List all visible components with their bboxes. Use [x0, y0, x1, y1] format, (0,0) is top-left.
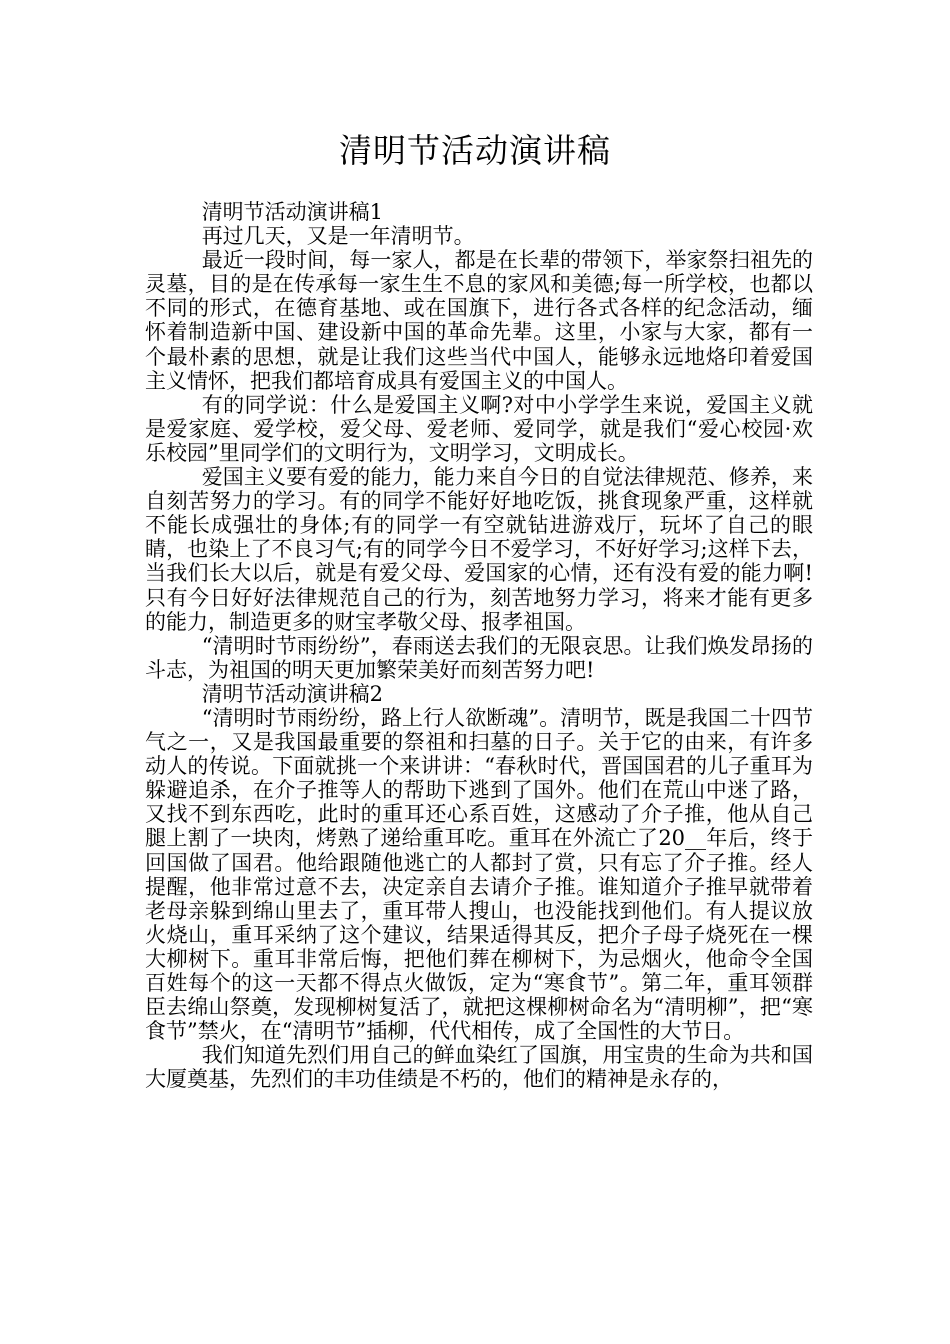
paragraph: 我们知道先烈们用自己的鲜血染红了国旗，用宝贵的生命为共和国大厦奠基，先烈们的丰功佳绩是不朽的，他们的精神是永存的， — [145, 1043, 813, 1092]
paragraph: 最近一段时间，每一家人，都是在长辈的带领下，举家祭扫祖先的灵墓，目的是在传承每一家生生不息的家风和美德;每一所学校，也都以不同的形式，在德育基地、或在国旗下，进行各式各样的纪念活动，缅怀着制造新中国、建设新中国的革命先辈。这里，小家与大家，都有一个最朴素的思想，就是让我们这些当代中国人，能够永远地烙印着爱国主义情怀，把我们都培育成具有爱国主义的中国人。 — [145, 248, 813, 393]
section-heading-1: 清明节活动演讲稿1 — [201, 200, 384, 224]
section-heading-2: 清明节活动演讲稿2 — [201, 681, 384, 706]
paragraph: 有的同学说：什么是爱国主义啊?对中小学学生来说，爱国主义就是爱家庭、爱学校，爱父母、爱老师、爱同学，就是我们“爱心校园·欢乐校园”里同学们的文明行为，文明学习，文明成长。 — [145, 392, 813, 465]
paragraph: “清明时节雨纷纷，路上行人欲断魂”。清明节，既是我国二十四节气之一，又是我国最重要的祭祖和扫墓的日子。关于它的由来，有许多动人的传说。下面就挑一个来讲讲：“春秋时代，晋国国君的儿子重耳为躲避追杀，在介子推等人的帮助下逃到了国外。他们在荒山中迷了路，又找不到东西吃，此时的重耳还心系百姓，这感动了介子推，他从自己腿上割了一块肉，烤熟了递给重耳吃。重耳在外流亡了20__年后，终于回国做了国君。他给跟随他逃亡的人都封了赏，只有忘了介子推。经人提醒，他非常过意不去，决定亲自去请介子推。谁知道介子推早就带着老母亲躲到绵山里去了，重耳带人搜山，也没能找到他们。有人提议放火烧山，重耳采纳了这个建议，结果适得其反，把介子母子烧死在一棵大柳树下。重耳非常后悔，把他们葬在柳树下，为忌烟火，他命令全国百姓每个的这一天都不得点火做饭，定为“寒食节”。第二年，重耳领群臣去绵山祭奠，发现柳树复活了，就把这棵柳树命名为“清明柳”，把“寒食节”禁火，在“清明节”插柳，代代相传，成了全国性的大节日。 — [145, 705, 813, 1044]
paragraph: 再过几天，又是一年清明节。 — [201, 224, 475, 249]
document-body — [145, 200, 813, 1091]
document-title: 清明节活动演讲稿 — [339, 131, 611, 170]
paragraph: 爱国主义要有爱的能力，能力来自今日的自觉法律规范、修养，来自刻苦努力的学习。有的同学不能好好地吃饭，挑食现象严重，这样就不能长成强壮的身体;有的同学一有空就钻进游戏厅，玩坏了自己的眼睛，也染上了不良习气;有的同学今日不爱学习，不好好学习;这样下去，当我们长大以后，就是有爱父母、爱国家的心情，还有没有爱的能力啊!只有今日好好法律规范自己的行为，刻苦地努力学习，将来才能有更多的能力，制造更多的财宝孝敬父母、报孝祖国。 — [145, 465, 813, 634]
paragraph: “清明时节雨纷纷”，春雨送去我们的无限哀思。让我们焕发昂扬的斗志，为祖国的明天更加繁荣美好而刻苦努力吧! — [145, 633, 813, 682]
